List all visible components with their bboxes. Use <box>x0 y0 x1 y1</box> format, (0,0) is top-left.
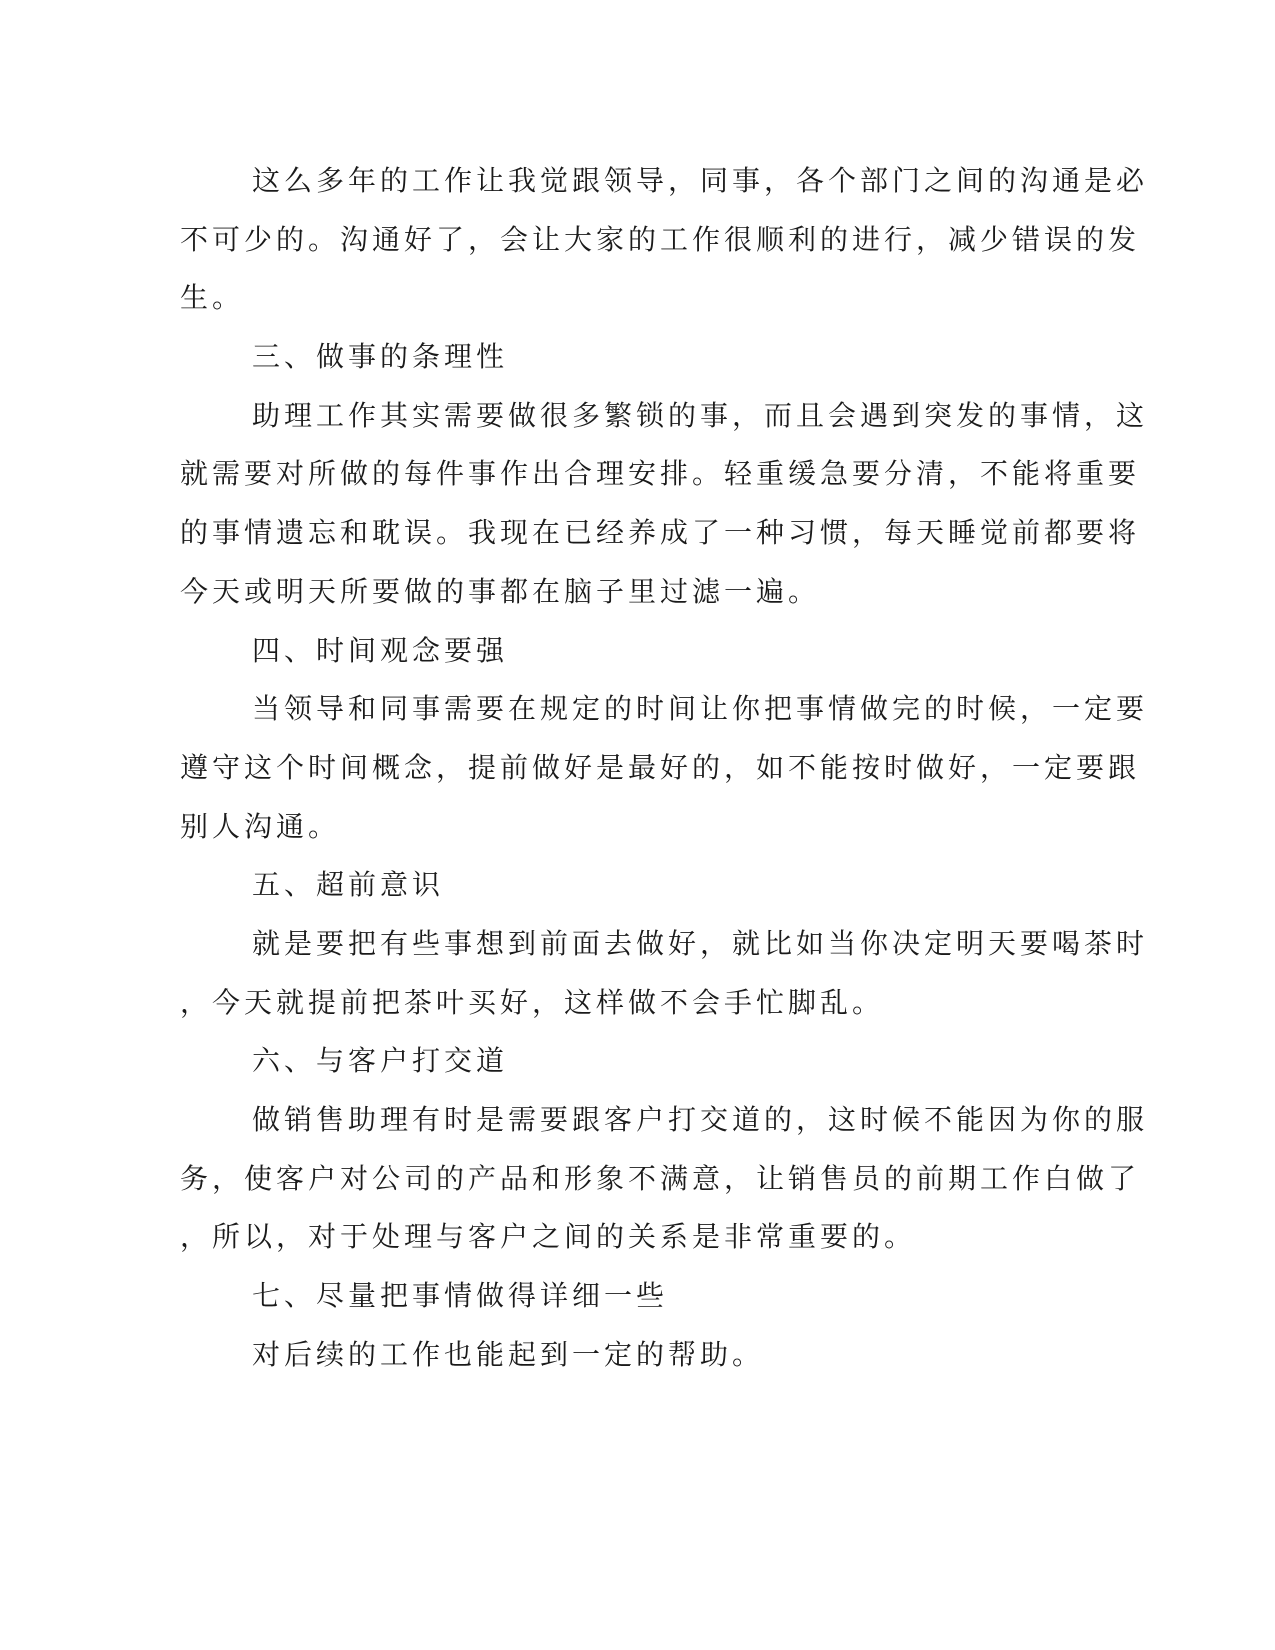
text-line: 不可少的。沟通好了，会让大家的工作很顺利的进行，减少错误的发 <box>180 223 1141 256</box>
text-line: 对后续的工作也能起到一定的帮助。 <box>252 1338 765 1371</box>
text-line: 今天或明天所要做的事都在脑子里过滤一遍。 <box>180 575 821 608</box>
text-line: 生。 <box>180 281 245 314</box>
text-line: 助理工作其实需要做很多繁锁的事，而且会遇到突发的事情，这 <box>252 399 1149 432</box>
text-line: ，今天就提前把茶叶买好，这样做不会手忙脚乱。 <box>180 986 885 1019</box>
text-line: 就是要把有些事想到前面去做好，就比如当你决定明天要喝茶时 <box>252 927 1149 960</box>
section-heading: 五、超前意识 <box>252 868 445 901</box>
section-heading: 四、时间观念要强 <box>252 634 509 667</box>
section-heading: 三、做事的条理性 <box>252 340 509 373</box>
text-line: 务，使客户对公司的产品和形象不满意，让销售员的前期工作白做了 <box>180 1162 1141 1195</box>
section-heading: 六、与客户打交道 <box>252 1044 509 1077</box>
text-line: 当领导和同事需要在规定的时间让你把事情做完的时候，一定要 <box>252 692 1149 725</box>
text-line: 遵守这个时间概念，提前做好是最好的，如不能按时做好，一定要跟 <box>180 751 1141 784</box>
text-line: 就需要对所做的每件事作出合理安排。轻重缓急要分清，不能将重要 <box>180 457 1141 490</box>
text-line: 别人沟通。 <box>180 810 341 843</box>
section-heading: 七、尽量把事情做得详细一些 <box>252 1279 669 1312</box>
text-line: 做销售助理有时是需要跟客户打交道的，这时候不能因为你的服 <box>252 1103 1149 1136</box>
text-line: 的事情遗忘和耽误。我现在已经养成了一种习惯，每天睡觉前都要将 <box>180 516 1141 549</box>
text-line: 这么多年的工作让我觉跟领导，同事，各个部门之间的沟通是必 <box>252 164 1149 197</box>
text-line: ，所以，对于处理与客户之间的关系是非常重要的。 <box>180 1220 917 1253</box>
